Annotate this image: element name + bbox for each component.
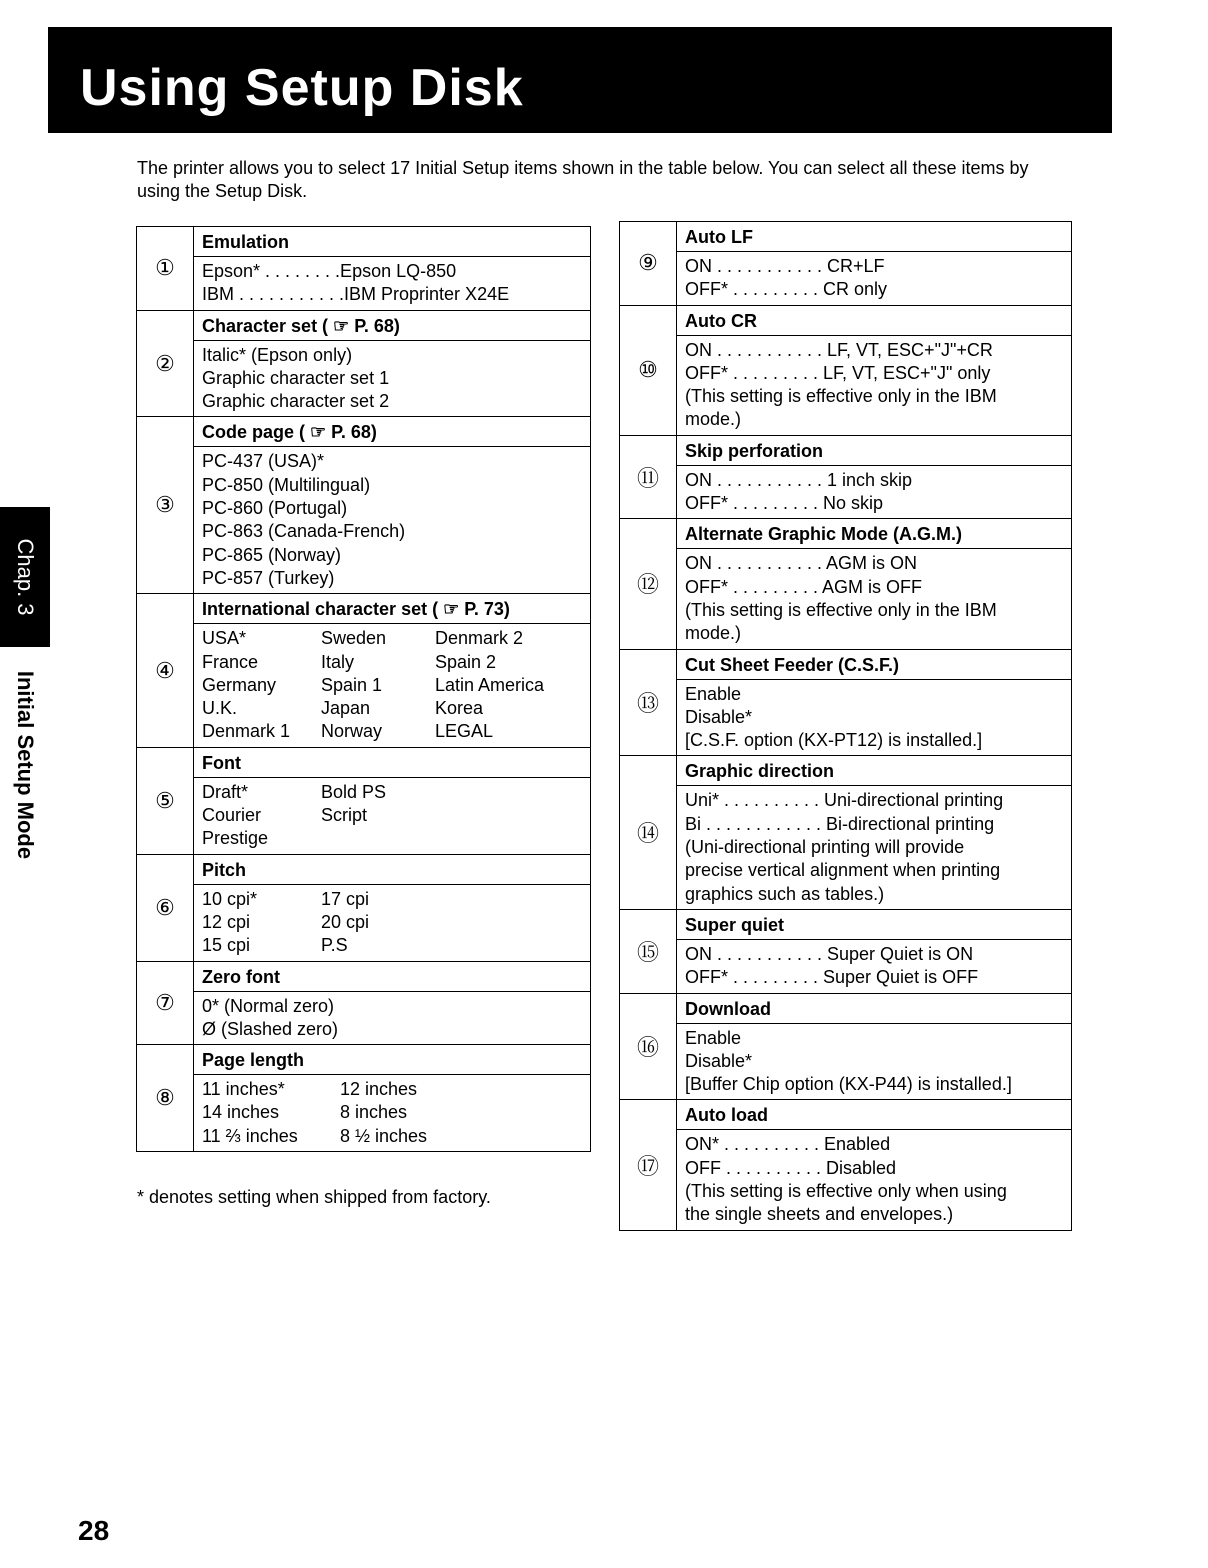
item-title: Auto LF bbox=[677, 222, 1071, 252]
option-cell: 11 ⅔ inches bbox=[202, 1125, 298, 1146]
setup-item-row bbox=[620, 305, 1072, 435]
setup-item-row bbox=[620, 1100, 1072, 1230]
option-line: Graphic character set 2 bbox=[202, 391, 390, 412]
option-line: ON* . . . . . . . . . . Enabled bbox=[685, 1134, 891, 1155]
setup-item-row bbox=[620, 519, 1072, 649]
option-line: ON . . . . . . . . . . . 1 inch skip bbox=[685, 469, 913, 490]
option-cell: Spain 2 bbox=[435, 651, 497, 672]
option-cell: Latin America bbox=[435, 674, 545, 695]
item-number: ⑪ bbox=[620, 435, 677, 519]
item-options bbox=[677, 549, 1071, 648]
setup-item-row bbox=[137, 961, 591, 1045]
item-cell bbox=[677, 305, 1072, 435]
item-number: ⑤ bbox=[137, 747, 194, 854]
item-number: ⑭ bbox=[620, 756, 677, 909]
option-line: Ø (Slashed zero) bbox=[202, 1018, 339, 1039]
option-line: PC-437 (USA)* bbox=[202, 451, 325, 472]
item-options bbox=[677, 252, 1071, 305]
option-line: precise vertical alignment when printing bbox=[685, 860, 1001, 881]
option-line: ON . . . . . . . . . . . Super Quiet is ON bbox=[685, 943, 974, 964]
option-cell: 8 inches bbox=[340, 1102, 408, 1123]
option-row bbox=[202, 674, 582, 697]
option-line: 0* (Normal zero) bbox=[202, 995, 335, 1016]
item-options bbox=[194, 257, 590, 310]
option-line: mode.) bbox=[685, 623, 742, 644]
option-line: Disable* bbox=[685, 706, 753, 727]
option-cell: Script bbox=[321, 805, 368, 826]
footnote: * denotes setting when shipped from factory. bbox=[137, 1187, 491, 1207]
option-line: Italic* (Epson only) bbox=[202, 344, 353, 365]
item-number: ② bbox=[137, 310, 194, 417]
option-row bbox=[202, 697, 582, 720]
option-row bbox=[202, 781, 582, 804]
chapter-tab-label: Chap. 3 bbox=[13, 538, 38, 616]
item-title: Page length bbox=[194, 1045, 590, 1075]
item-number: ⑦ bbox=[137, 961, 194, 1045]
option-line: [Buffer Chip option (KX-P44) is installed.] bbox=[685, 1074, 1012, 1095]
item-options bbox=[194, 1075, 590, 1151]
option-cell: Korea bbox=[435, 698, 484, 719]
item-number: ⑯ bbox=[620, 993, 677, 1100]
option-row bbox=[202, 1125, 582, 1148]
item-options bbox=[677, 336, 1071, 435]
item-cell bbox=[194, 594, 591, 747]
setup-item-row bbox=[620, 909, 1072, 993]
item-options bbox=[677, 1130, 1071, 1229]
option-line: OFF* . . . . . . . . . No skip bbox=[685, 493, 884, 514]
item-title: Cut Sheet Feeder (C.S.F.) bbox=[677, 650, 1071, 680]
option-cell: U.K. bbox=[202, 698, 238, 719]
item-number: ⑥ bbox=[137, 854, 194, 961]
item-cell bbox=[194, 854, 591, 961]
option-cell: 12 cpi bbox=[202, 911, 251, 932]
item-title: Graphic direction bbox=[677, 756, 1071, 786]
option-line: Graphic character set 1 bbox=[202, 367, 390, 388]
item-title: Super quiet bbox=[677, 910, 1071, 940]
option-line: ON . . . . . . . . . . . LF, VT, ESC+"J"+CR bbox=[685, 339, 993, 360]
setup-item-row bbox=[137, 227, 591, 311]
setup-item-row bbox=[137, 417, 591, 594]
option-line: PC-850 (Multilingual) bbox=[202, 474, 371, 495]
page-number: 28 bbox=[78, 1515, 110, 1546]
setup-item-row bbox=[137, 747, 591, 854]
option-cell: 15 cpi bbox=[202, 935, 251, 956]
option-cell: 10 cpi* bbox=[202, 888, 258, 909]
setup-item-row bbox=[137, 854, 591, 961]
item-number: ⑬ bbox=[620, 649, 677, 756]
setup-item-row bbox=[620, 435, 1072, 519]
option-line: (This setting is effective only in the IBM bbox=[685, 386, 997, 407]
item-options bbox=[194, 624, 590, 746]
option-line: OFF . . . . . . . . . . Disabled bbox=[685, 1157, 897, 1178]
option-cell: Denmark 1 bbox=[202, 721, 291, 742]
option-line: OFF* . . . . . . . . . LF, VT, ESC+"J" only bbox=[685, 362, 991, 383]
item-cell bbox=[194, 961, 591, 1045]
option-line: PC-863 (Canada-French) bbox=[202, 521, 406, 542]
option-line: IBM . . . . . . . . . . .IBM Proprinter X24E bbox=[202, 284, 510, 305]
item-title: International character set ( ☞ P. 73) bbox=[194, 594, 590, 624]
option-cell: Draft* bbox=[202, 781, 249, 802]
item-title: Auto CR bbox=[677, 306, 1071, 336]
item-number: ⑩ bbox=[620, 305, 677, 435]
option-line: mode.) bbox=[685, 409, 742, 430]
option-cell: 12 inches bbox=[340, 1079, 418, 1100]
setup-item-row bbox=[137, 594, 591, 747]
section-label: Initial Setup Mode bbox=[13, 670, 38, 860]
setup-item-row bbox=[620, 756, 1072, 909]
item-title: Auto load bbox=[677, 1100, 1071, 1130]
item-cell bbox=[677, 649, 1072, 756]
item-options bbox=[194, 885, 590, 961]
option-line: Enable bbox=[685, 1027, 742, 1048]
option-line: (This setting is effective only in the IBM bbox=[685, 599, 997, 620]
item-options bbox=[194, 341, 590, 417]
option-line: the single sheets and envelopes.) bbox=[685, 1204, 954, 1225]
option-cell: Courier bbox=[202, 805, 262, 826]
option-line: [C.S.F. option (KX-PT12) is installed.] bbox=[685, 730, 983, 751]
option-cell: 14 inches bbox=[202, 1102, 280, 1123]
item-options bbox=[194, 447, 590, 593]
setup-item-row bbox=[620, 222, 1072, 306]
option-line: Disable* bbox=[685, 1050, 753, 1071]
item-number: ⑧ bbox=[137, 1045, 194, 1152]
item-title: Code page ( ☞ P. 68) bbox=[194, 417, 590, 447]
item-number: ⑰ bbox=[620, 1100, 677, 1230]
item-options bbox=[677, 940, 1071, 993]
option-cell: Italy bbox=[321, 651, 355, 672]
page-title: Using Setup Disk bbox=[80, 59, 524, 117]
option-line: ON . . . . . . . . . . . AGM is ON bbox=[685, 553, 918, 574]
option-line: PC-857 (Turkey) bbox=[202, 567, 335, 588]
item-cell bbox=[677, 222, 1072, 306]
setup-item-row bbox=[620, 993, 1072, 1100]
setup-table-left bbox=[136, 226, 591, 1152]
option-row bbox=[202, 1078, 582, 1101]
option-cell: 17 cpi bbox=[321, 888, 370, 909]
option-row bbox=[202, 888, 582, 911]
option-row bbox=[202, 934, 582, 957]
title-bar bbox=[48, 27, 1112, 133]
item-number: ⑮ bbox=[620, 909, 677, 993]
item-cell bbox=[194, 310, 591, 417]
option-cell: Sweden bbox=[321, 628, 387, 649]
option-row bbox=[202, 911, 582, 934]
item-options bbox=[677, 680, 1071, 756]
item-cell bbox=[677, 1100, 1072, 1230]
option-cell: USA* bbox=[202, 628, 247, 649]
item-cell bbox=[194, 417, 591, 594]
option-line: OFF* . . . . . . . . . AGM is OFF bbox=[685, 576, 923, 597]
item-options bbox=[677, 786, 1071, 908]
item-title: Download bbox=[677, 994, 1071, 1024]
item-cell bbox=[194, 1045, 591, 1152]
item-cell bbox=[194, 227, 591, 311]
option-cell: Norway bbox=[321, 721, 383, 742]
item-title: Pitch bbox=[194, 855, 590, 885]
option-cell: Bold PS bbox=[321, 781, 387, 802]
item-options bbox=[677, 1024, 1071, 1100]
option-line: ON . . . . . . . . . . . CR+LF bbox=[685, 256, 885, 276]
setup-item-row bbox=[137, 1045, 591, 1152]
option-cell: Germany bbox=[202, 674, 277, 695]
setup-item-row bbox=[137, 310, 591, 417]
item-cell bbox=[677, 519, 1072, 649]
option-row bbox=[202, 804, 582, 827]
option-cell: LEGAL bbox=[435, 721, 494, 742]
item-number: ① bbox=[137, 227, 194, 311]
option-line: OFF* . . . . . . . . . Super Quiet is OFF bbox=[685, 967, 979, 988]
item-title: Emulation bbox=[194, 227, 590, 257]
option-cell: 8 ½ inches bbox=[340, 1125, 428, 1146]
item-options bbox=[194, 992, 590, 1045]
item-number: ⑨ bbox=[620, 222, 677, 306]
item-title: Character set ( ☞ P. 68) bbox=[194, 311, 590, 341]
item-cell bbox=[677, 909, 1072, 993]
item-title: Skip perforation bbox=[677, 436, 1071, 466]
option-row bbox=[202, 720, 582, 743]
item-number: ④ bbox=[137, 594, 194, 747]
option-line: Epson* . . . . . . . .Epson LQ-850 bbox=[202, 261, 457, 281]
option-line: PC-865 (Norway) bbox=[202, 544, 342, 565]
item-title: Zero font bbox=[194, 962, 590, 992]
option-line: Uni* . . . . . . . . . . Uni-directional printing bbox=[685, 790, 1004, 811]
item-title: Alternate Graphic Mode (A.G.M.) bbox=[677, 519, 1071, 549]
option-row bbox=[202, 827, 582, 850]
option-cell: Prestige bbox=[202, 828, 269, 849]
option-cell: Spain 1 bbox=[321, 674, 383, 695]
item-options bbox=[194, 778, 590, 854]
option-line: Bi . . . . . . . . . . . . Bi-directional printing bbox=[685, 813, 995, 834]
option-cell: France bbox=[202, 651, 259, 672]
option-cell: Japan bbox=[321, 698, 371, 719]
setup-item-row bbox=[620, 649, 1072, 756]
item-cell bbox=[194, 747, 591, 854]
option-line: Enable bbox=[685, 683, 742, 704]
option-line: (Uni-directional printing will provide bbox=[685, 837, 965, 858]
item-cell bbox=[677, 993, 1072, 1100]
option-line: (This setting is effective only when using bbox=[685, 1181, 1007, 1202]
item-options bbox=[677, 466, 1071, 519]
item-number: ③ bbox=[137, 417, 194, 594]
option-line: PC-860 (Portugal) bbox=[202, 498, 348, 519]
option-row bbox=[202, 627, 582, 650]
intro-paragraph: The printer allows you to select 17 Initial Setup items shown in the table below. You can select all these items by using the Setup Disk. bbox=[137, 158, 1029, 201]
option-row bbox=[202, 651, 582, 674]
setup-table-right bbox=[619, 221, 1072, 1231]
option-cell: 11 inches* bbox=[202, 1079, 285, 1100]
item-cell bbox=[677, 756, 1072, 909]
option-row bbox=[202, 1101, 582, 1124]
item-cell bbox=[677, 435, 1072, 519]
option-cell: Denmark 2 bbox=[435, 628, 524, 649]
option-cell: 20 cpi bbox=[321, 911, 370, 932]
item-title: Font bbox=[194, 748, 590, 778]
item-number: ⑫ bbox=[620, 519, 677, 649]
option-line: graphics such as tables.) bbox=[685, 883, 885, 904]
option-cell: P.S bbox=[321, 935, 348, 956]
option-line: OFF* . . . . . . . . . CR only bbox=[685, 279, 888, 300]
